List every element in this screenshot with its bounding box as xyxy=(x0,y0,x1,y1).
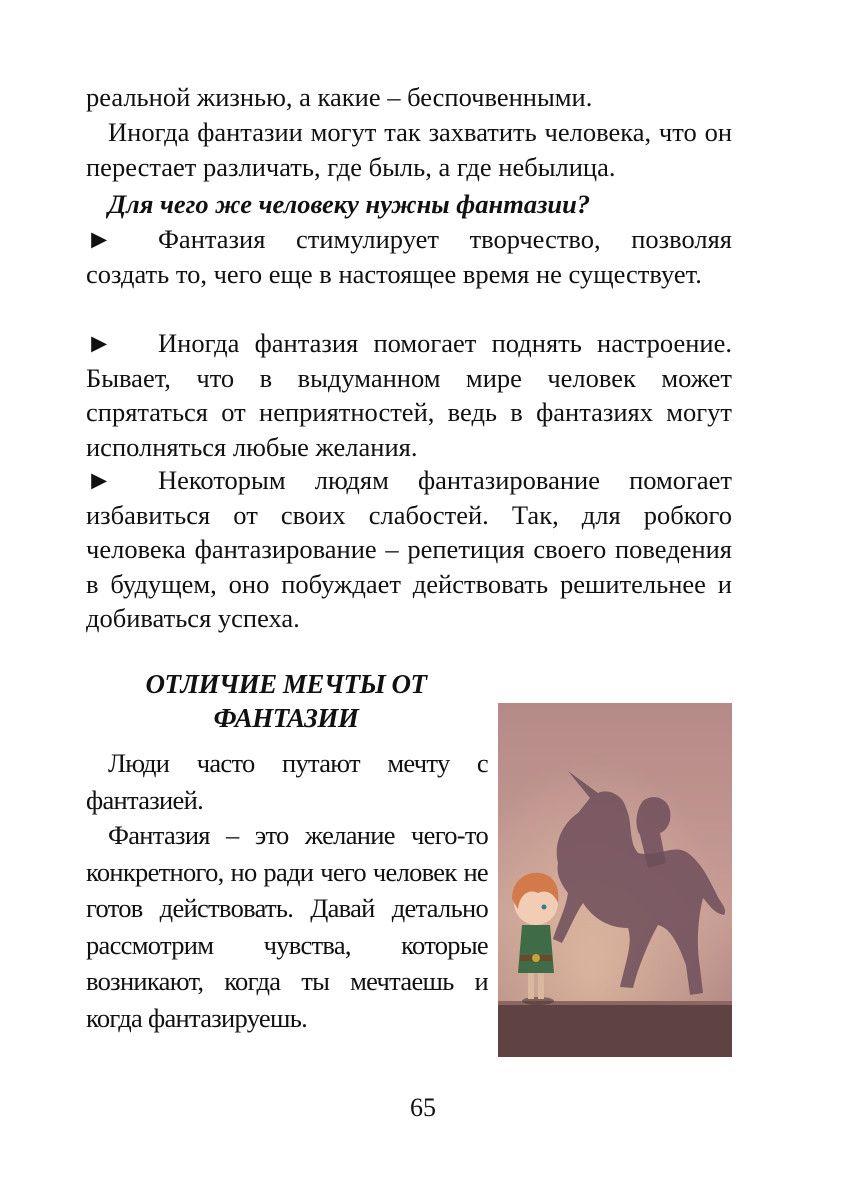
bullet-text: Фантазия стимулирует творчество, позволяя создать то, чего еще в настоящее время не существует. xyxy=(86,224,732,289)
section-title-line: ФАНТАЗИИ xyxy=(213,703,359,733)
bullet-arrow-icon: ► xyxy=(86,328,113,358)
bullet-text: Некоторым людям фантазирование помогает избавиться от своих слабостей. Так, для робкого человека фантазирование – репетиция своего поведения в будущем, оно побуждает действовать решительнее и добиваться успеха. xyxy=(86,465,732,633)
bullet-arrow-icon: ► xyxy=(86,224,113,254)
bullet-text: Иногда фантазия помогает поднять настроение. Бывает, что в выдуманном мире человек может спрятаться от неприятностей, ведь в фантазиях могут исполняться любые желания. xyxy=(86,328,732,462)
text-line-continuation: реальной жизнью, а какие – беспочвенными. xyxy=(86,82,593,112)
section-title xyxy=(86,667,486,735)
section-title-line: ОТЛИЧИЕ МЕЧТЫ ОТ xyxy=(145,669,427,699)
bullet-arrow-icon: ► xyxy=(86,465,113,495)
subheading: Для чего же человеку нужны фантазии? xyxy=(108,189,591,219)
bullet-paragraph xyxy=(86,463,732,636)
column-paragraph: Фантазия – это желание чего-то конкретного, но ради чего человек не готов действовать. Давай детально рассмотрим чувства, которые возникают, когда ты мечтаешь и когда фантазируешь. xyxy=(86,820,488,1033)
bullet-paragraph xyxy=(86,222,732,291)
column-paragraph: Люди часто путают мечту с фантазией. xyxy=(86,748,488,815)
paragraph: Иногда фантазии могут так захватить человека, что он перестает различать, где быль, а где небылица. xyxy=(86,117,732,182)
child-unicorn-shadow-illustration xyxy=(498,703,732,1057)
bullet-paragraph xyxy=(86,326,732,464)
page-number: 65 xyxy=(410,1093,436,1122)
